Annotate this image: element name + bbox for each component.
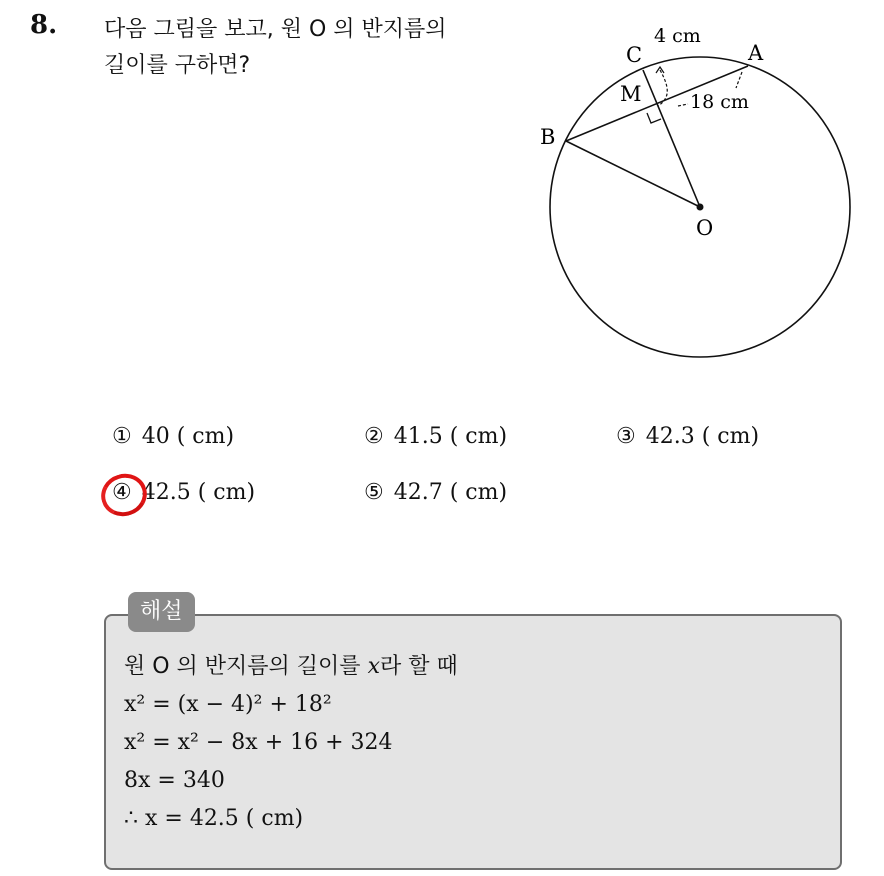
leader-a — [736, 72, 742, 88]
choice-3[interactable] — [616, 424, 759, 449]
solution-line-1 — [124, 648, 458, 686]
choice-text: 42.3 ( cm) — [645, 424, 760, 449]
solution-tag: 해설 — [128, 592, 195, 632]
solution-line-5: ∴ x = 42.5 ( cm) — [124, 806, 304, 831]
leader-18cm — [678, 104, 688, 106]
choice-number: ③ — [616, 424, 636, 449]
solution-line-3: x² = x² − 8x + 16 + 324 — [124, 730, 393, 755]
segment-ob — [566, 141, 700, 207]
solution-variable: x — [367, 654, 380, 679]
question-number: 8. — [30, 10, 58, 40]
choice-text: 41.5 ( cm) — [393, 424, 508, 449]
label-c: C — [626, 43, 643, 67]
choice-1[interactable] — [112, 424, 234, 449]
choice-text: 42.7 ( cm) — [393, 480, 508, 505]
question-line-2: 길이를 구하면? — [104, 53, 251, 78]
solution-line-2: x² = (x − 4)² + 18² — [124, 692, 332, 717]
answer-mark-circle — [96, 468, 153, 522]
label-m: M — [620, 82, 642, 106]
label-b: B — [540, 125, 556, 149]
choice-5[interactable] — [364, 480, 507, 505]
label-o: O — [696, 216, 714, 240]
center-point — [697, 204, 704, 211]
label-18cm: 18 cm — [690, 91, 749, 113]
label-4cm: 4 cm — [654, 25, 701, 47]
choice-number: ② — [364, 424, 384, 449]
choice-number: ④ — [112, 480, 132, 505]
choice-text: 40 ( cm) — [141, 424, 235, 449]
solution-line-1-post: 라 할 때 — [379, 654, 458, 679]
solution-line-1-pre: 원 O 의 반지름의 길이를 — [124, 654, 368, 679]
solution-line-4: 8x = 340 — [124, 768, 225, 793]
choice-number: ⑤ — [364, 480, 384, 505]
label-a: A — [748, 41, 764, 65]
choice-text: 42.5 ( cm) — [141, 480, 256, 505]
choice-number: ① — [112, 424, 132, 449]
choice-2[interactable] — [364, 424, 507, 449]
question-line-1: 다음 그림을 보고, 원 O 의 반지름의 — [104, 17, 447, 42]
right-angle-mark — [647, 113, 661, 123]
question-text — [104, 12, 524, 84]
solution-body — [124, 648, 458, 838]
circle-diagram — [520, 20, 860, 365]
